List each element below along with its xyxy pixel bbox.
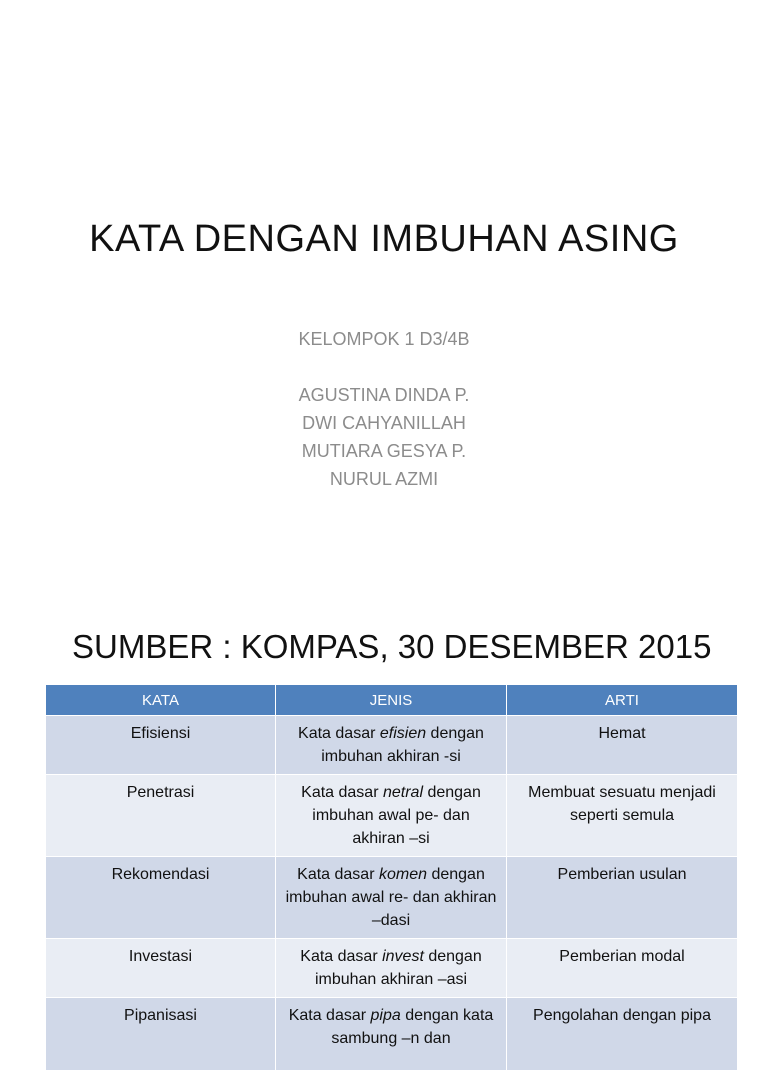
cell-kata: Penetrasi [46,775,276,857]
table-row [46,998,738,1071]
header-kata: KATA [46,685,276,716]
table-header-row [46,685,738,716]
cell-arti: Pemberian modal [507,939,738,998]
cell-jenis: Kata dasar netral dengan imbuhan awal pe- dan akhiran –si [276,775,507,857]
table-row [46,857,738,939]
table-row [46,939,738,998]
source-heading: SUMBER : KOMPAS, 30 DESEMBER 2015 [72,628,712,665]
table-row [46,775,738,857]
group-label: KELOMPOK 1 D3/4B [298,329,470,349]
cell-jenis: Kata dasar komen dengan imbuhan awal re- dan akhiran –dasi [276,857,507,939]
slide-subtitle [0,325,768,493]
member-name: DWI CAHYANILLAH [302,413,466,433]
slide-title-heading: KATA DENGAN IMBUHAN ASING [89,218,679,260]
cell-arti: Hemat [507,716,738,775]
cell-kata: Investasi [46,939,276,998]
table-row [46,716,738,775]
cell-kata: Rekomendasi [46,857,276,939]
cell-arti: Membuat sesuatu menjadi seperti semula [507,775,738,857]
header-arti: ARTI [507,685,738,716]
member-name: AGUSTINA DINDA P. [298,385,470,405]
cell-arti: Pengolahan dengan pipa [507,998,738,1071]
cell-jenis: Kata dasar invest dengan imbuhan akhiran –asi [276,939,507,998]
cell-kata: Efisiensi [46,716,276,775]
member-name: NURUL AZMI [329,469,439,489]
cell-arti: Pemberian usulan [507,857,738,939]
cell-jenis: Kata dasar pipa dengan kata sambung –n dan [276,998,507,1071]
header-jenis: JENIS [276,685,507,716]
kata-table [45,684,738,1071]
cell-kata: Pipanisasi [46,998,276,1071]
member-name: MUTIARA GESYA P. [301,441,467,461]
cell-jenis: Kata dasar efisien dengan imbuhan akhiran -si [276,716,507,775]
